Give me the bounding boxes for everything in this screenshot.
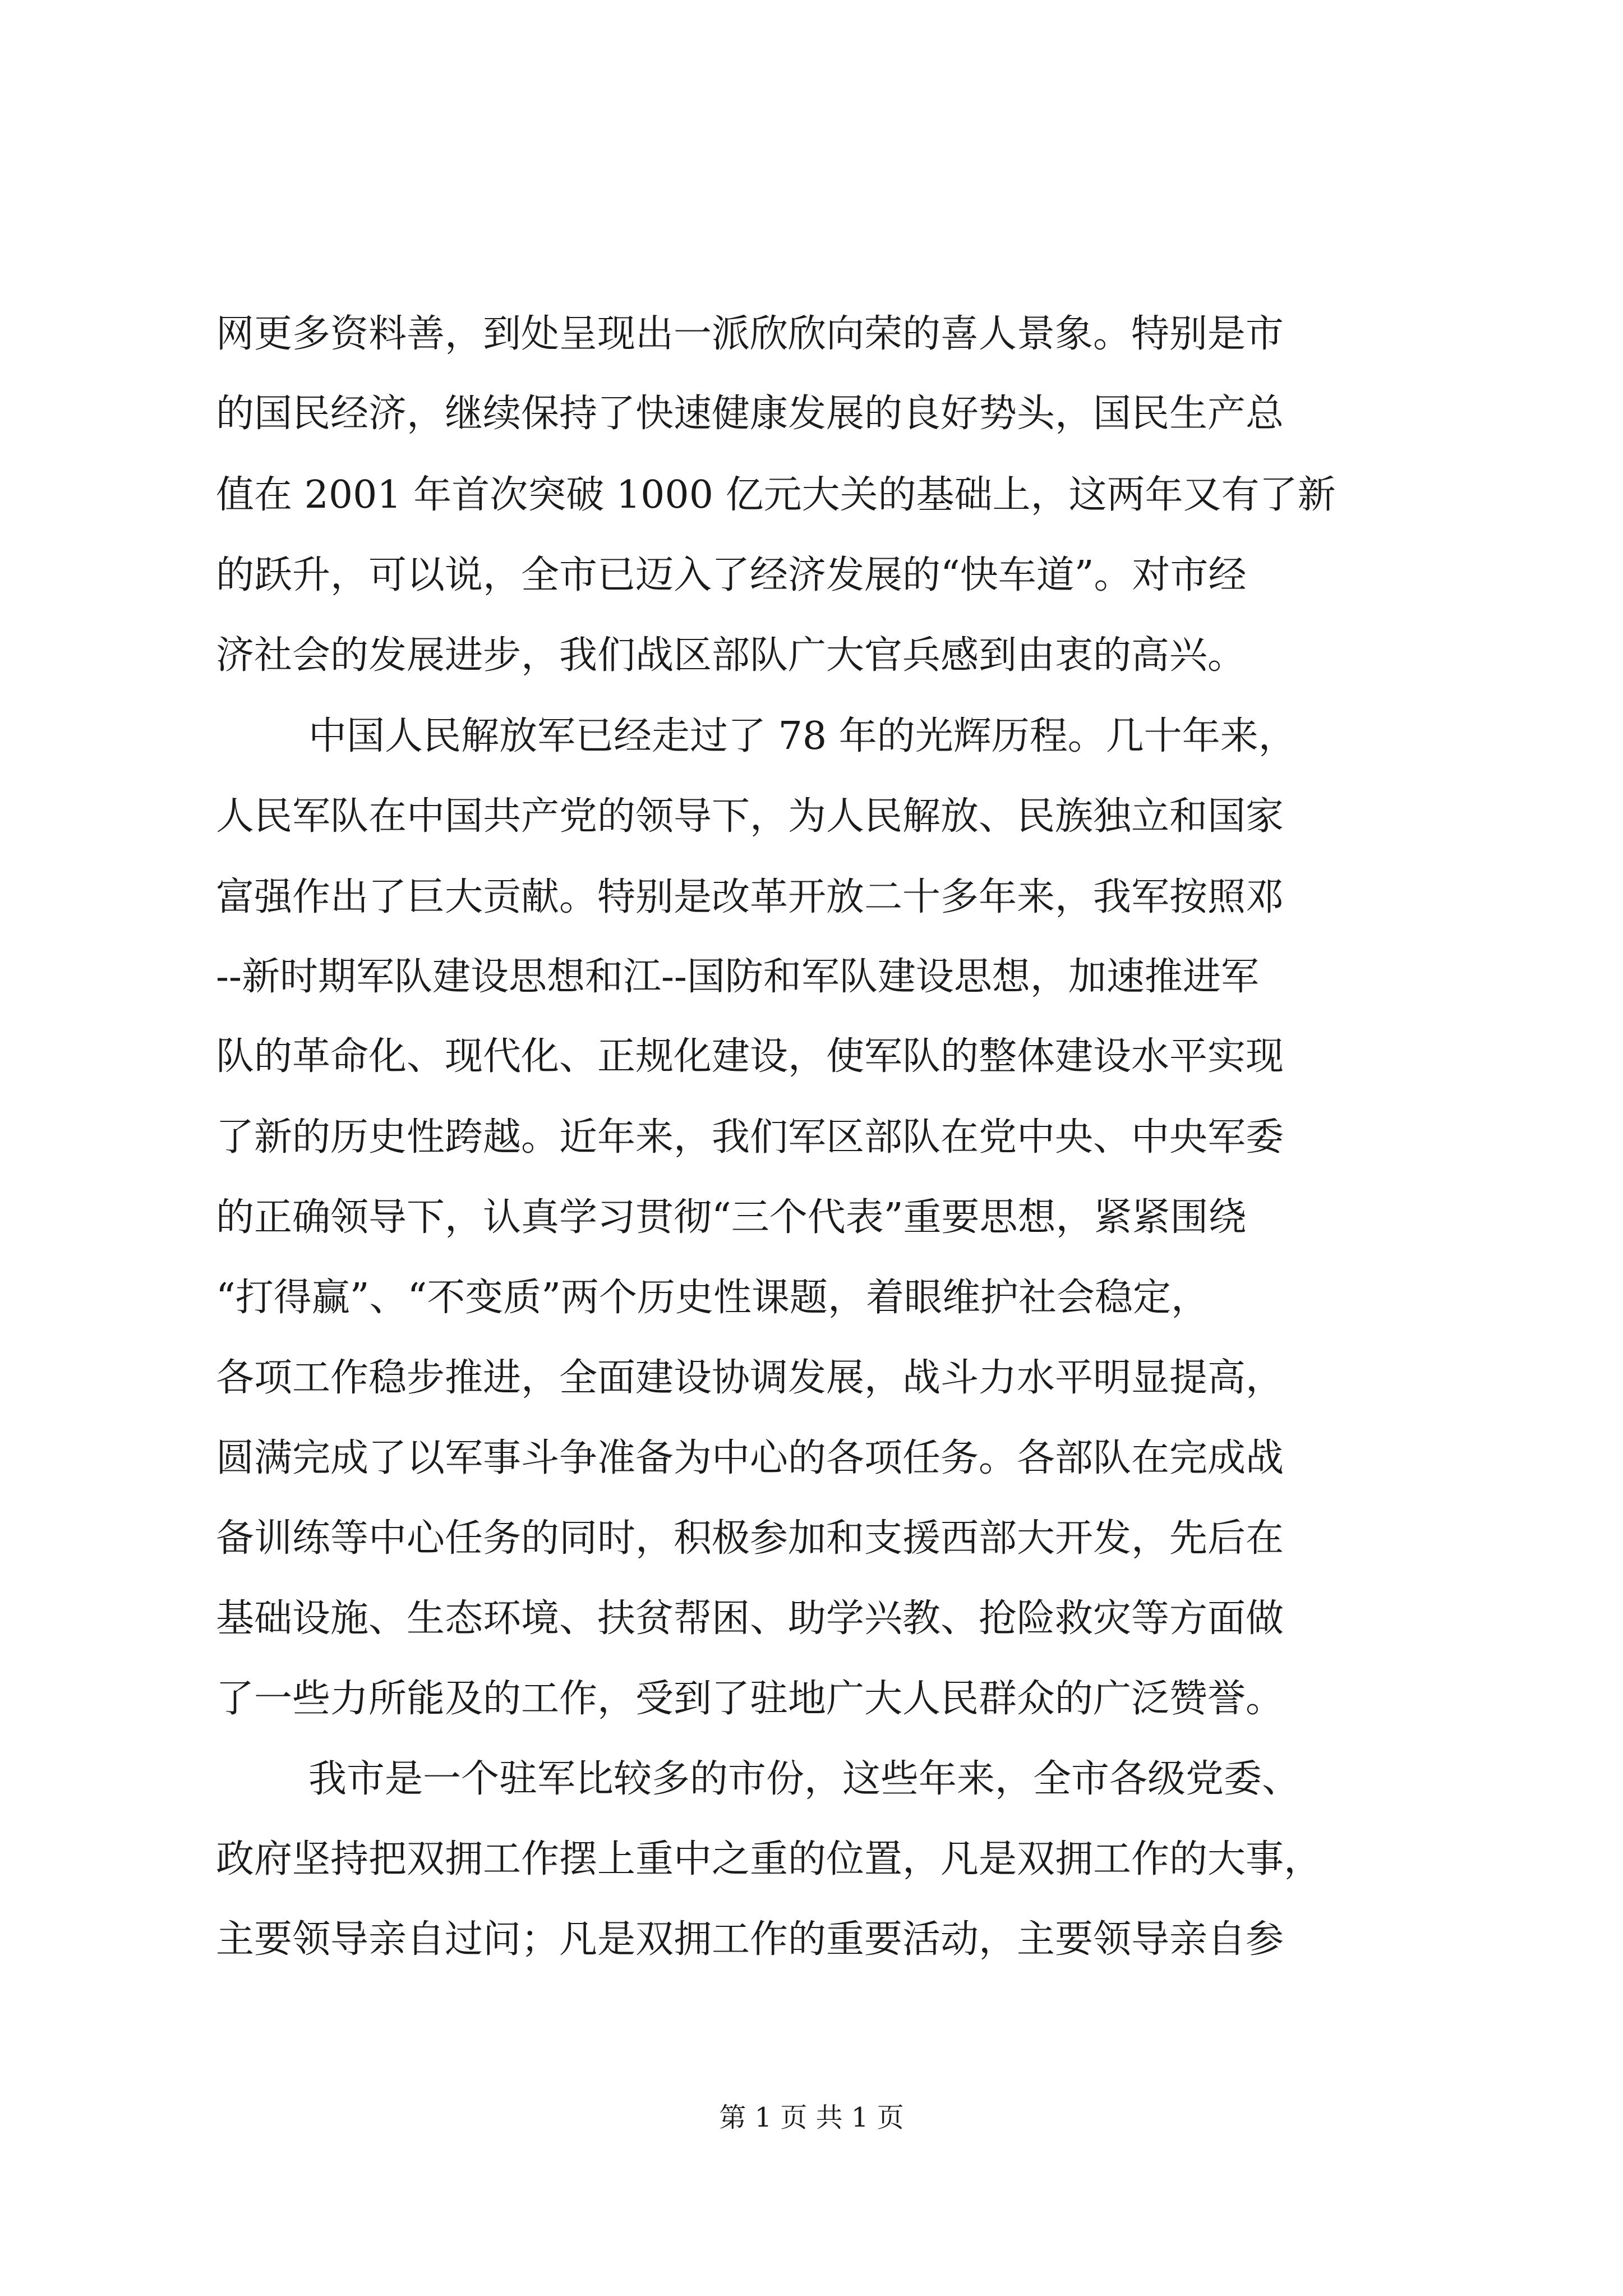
text-line: 各项工作稳步推进，全面建设协调发展，战斗力水平明显提高， (216, 1356, 1284, 1400)
text-line: 主要领导亲自过问；凡是双拥工作的重要活动，主要领导亲自参 (216, 1917, 1284, 1962)
text-line: 了一些力所能及的工作，受到了驻地广大人民群众的广泛赞誉。 (216, 1677, 1284, 1721)
text-line: 济社会的发展进步，我们战区部队广大官兵感到由衷的高兴。 (216, 633, 1246, 678)
text-line: --新时期军队建设思想和江--国防和军队建设思想，加速推进军 (216, 955, 1259, 999)
text-line: 队的革命化、现代化、正规化建设，使军队的整体建设水平实现 (216, 1034, 1284, 1079)
text-line: 备训练等中心任务的同时，积极参加和支援西部大开发，先后在 (216, 1516, 1284, 1561)
text-line: 了新的历史性跨越。近年来，我们军区部队在党中央、中央军委 (216, 1115, 1284, 1159)
text-line: 我市是一个驻军比较多的市份，这些年来，全市各级党委、 (308, 1757, 1301, 1801)
text-line: 的国民经济，继续保持了快速健康发展的良好势头，国民生产总 (216, 392, 1284, 436)
text-line: 基础设施、生态环境、扶贫帮困、助学兴教、抢险救灾等方面做 (216, 1596, 1284, 1641)
text-line: “打得赢”、“不变质”两个历史性课题，着眼维护社会稳定， (216, 1276, 1210, 1320)
page-number-footer: 第 1 页 共 1 页 (719, 2102, 904, 2133)
text-line: 圆满完成了以军事斗争准备为中心的各项任务。各部队在完成战 (216, 1436, 1284, 1480)
text-line: 中国人民解放军已经走过了 78 年的光辉历程。几十年来， (308, 714, 1297, 758)
text-line: 人民军队在中国共产党的领导下，为人民解放、民族独立和国家 (216, 794, 1284, 839)
text-line: 值在 2001 年首次突破 1000 亿元大关的基础上，这两年又有了新 (216, 473, 1336, 517)
text-line: 的跃升，可以说，全市已迈入了经济发展的“快车道”。对市经 (216, 553, 1247, 597)
text-line: 政府坚持把双拥工作摆上重中之重的位置，凡是双拥工作的大事， (216, 1837, 1322, 1881)
text-line: 的正确领导下，认真学习贯彻“三个代表”重要思想，紧紧围绕 (216, 1195, 1247, 1240)
text-line: 富强作出了巨大贡献。特别是改革开放二十多年来，我军按照邓 (216, 875, 1284, 919)
text-line: 网更多资料善，到处呈现出一派欣欣向荣的喜人景象。特别是市 (216, 312, 1284, 356)
